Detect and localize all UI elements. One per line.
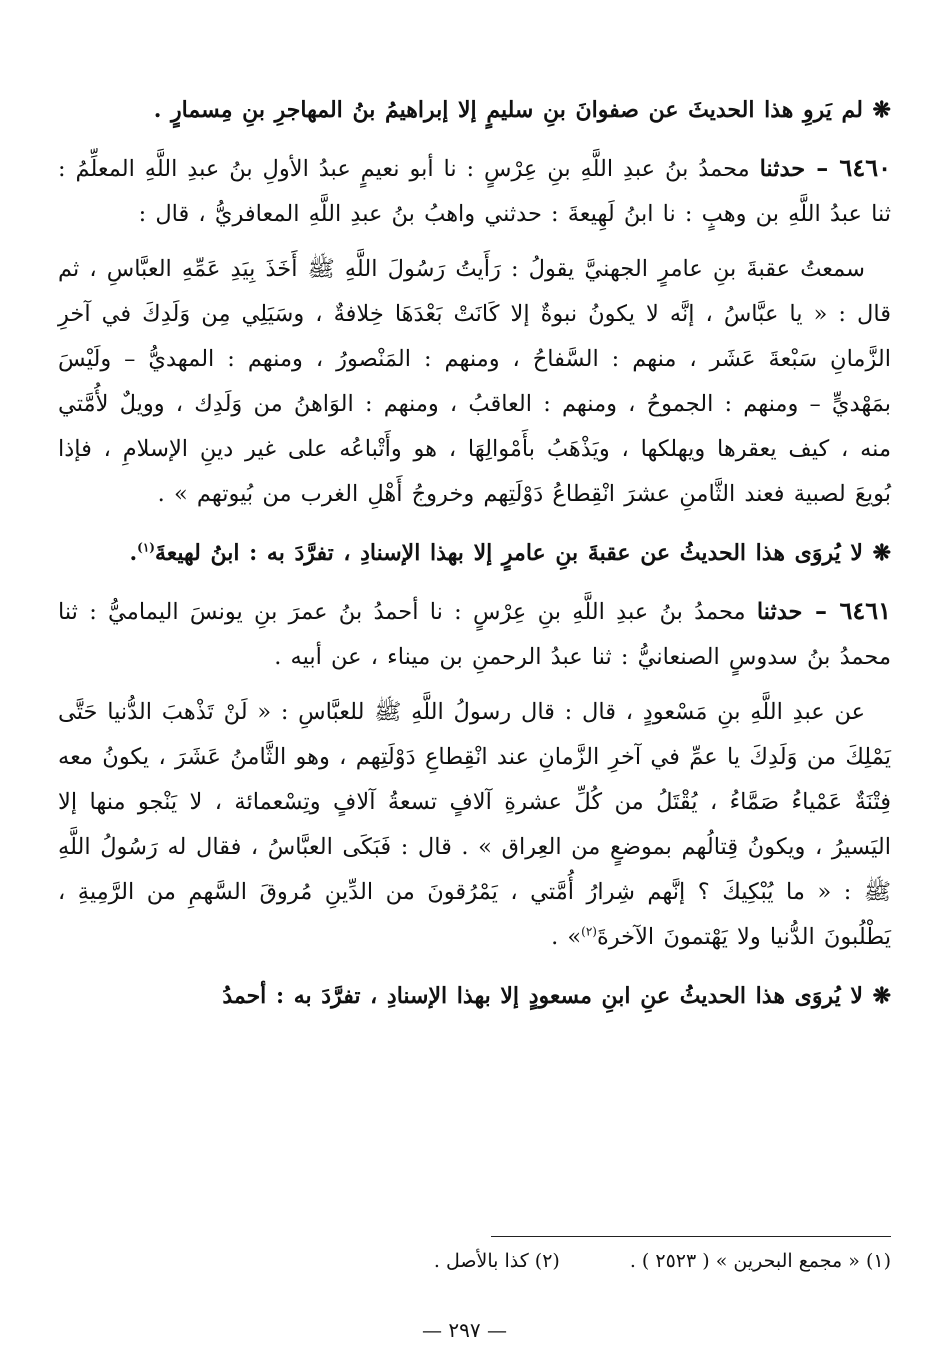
hadith-6461-matn-end: » .: [551, 924, 582, 950]
hadith-6460-dash: –: [805, 153, 840, 182]
footnote-2: (٢) كذا بالأصل .: [433, 1250, 560, 1272]
hadith-6461-isnad-text: محمدُ بنُ عبدِ اللَّهِ بنِ عِرْسٍ : نا أحمدُ بنُ عمرَ بنِ يونسَ اليماميُّ : ثنا محمدُ بنُ سدوسٍ الصنعانيُّ : ثنا عبدُ الرحمنِ بن ميناء ، عن أبيه .: [58, 599, 891, 670]
hadith-6460-isnad-text: محمدُ بنُ عبدِ اللَّهِ بنِ عِرْسٍ : نا أبو نعيمٍ عبدُ الأولِ بنُ عبدِ اللَّهِ المعلِّمُ : ثنا عبدُ اللَّهِ بن وهبٍ : نا ابنُ لَهِيعةَ : حدثني واهبُ بنُ عبدِ اللَّهِ المعافريُّ ، قال :: [58, 156, 891, 227]
footnotes: [434, 1250, 891, 1272]
hadith-6461-number: ٦٤٦١: [839, 596, 892, 625]
hadith-6460-matn-text: سمعتُ عقبةَ بنِ عامرٍ الجهنيَّ يقولُ : رَأَيتُ رَسُولَ اللَّهِ ﷺ أَخَذَ بِيَدِ عَمِّهِ العبَّاسِ ، ثم قال : « يا عبَّاسُ ، إنَّه لا يكونُ نبوةٌ إلا كَانَتْ بَعْدَهَا خِلافةٌ ، وسَيَلِي مِن وَلَدِكَ في آخرِ الزَّمانِ سَبْعةَ عَشَر ، منهم : السَّفاحُ ، ومنهم : المَنْصورُ ، ومنهم : المهديُّ – ولَيْسَ بمَهْديٍّ – ومنهم : الجموحُ ، ومنهم : العاقبُ ، ومنهم : الوَاهنُ من وَلَدِك ، وويلٌ لأُمَّتي منه ، كيف يعقرها ويهلكها ، ويَذْهَبُ بأَمْوالِهَا ، هو وأَتْباعُه على غير دينِ الإسلامِ ، فإذا بُويعَ لصبية فعند الثَّامنِ عشرَ انْقِطاعُ دَوْلَتِهم وخروجُ أَهْلِ الغرب من بُيوتهم » .: [58, 256, 891, 507]
note-2-text: ❋ لا يُروَى هذا الحديثُ عن عقبةَ بنِ عامرٍ إلا بهذا الإسنادِ ، تفرَّدَ به : ابنُ لهيعةَ: [154, 540, 891, 566]
page-body: [58, 88, 891, 1031]
hadith-6461-dash: –: [802, 596, 840, 625]
hadith-6460-number: ٦٤٦٠: [839, 153, 891, 182]
hadith-6461-matn: [58, 690, 891, 960]
note-3: [58, 974, 891, 1019]
hadith-6461-isnad: [58, 588, 891, 680]
hadith-6460-keyword: حدثنا: [759, 156, 806, 182]
hadith-6461-footnote-ref: (٢): [581, 924, 597, 939]
note-2-footnote-ref: (١): [137, 540, 155, 555]
footnote-1: (١) « مجمع البحرين » ( ٢٥٢٣ ) .: [629, 1250, 891, 1272]
hadith-6460-matn: [58, 247, 891, 517]
note-3-text: ❋ لا يُروَى هذا الحديثُ عنِ ابنِ مسعودٍ إلا بهذا الإسنادِ ، تفرَّدَ به : أحمدُ: [222, 983, 891, 1009]
footnote-divider: [491, 1236, 891, 1237]
hadith-6461-keyword: حدثنا: [756, 599, 803, 625]
note-2: ❋ لا يُروَى هذا الحديثُ عن عقبةَ بنِ عامرٍ إلا بهذا الإسنادِ ، تفرَّدَ به : ابنُ لهيعةَ$^{(١)}$.: [129, 540, 891, 566]
hadith-6461-matn-text: عن عبدِ اللَّهِ بنِ مَسْعودٍ ، قال : قال رسولُ اللَّهِ ﷺ للعبَّاسِ : « لَنْ تَذْهبَ الدُّنيا حَتَّى يَمْلِكَ من وَلَدِكَ يا عمِّ في آخرِ الزَّمانِ عند انْقِطاعِ دَوْلَتِهم ، وهو الثَّامنُ عَشَرَ ، يكونُ معه فِتْنَةٌ عَمْياءُ صَمَّاءُ ، يُقْتَلُ من كُلِّ عشرةِ آلافٍ تسعةُ آلافٍ وتِسْعمائة ، لا يَنْجو منها إلا اليَسيرُ ، ويكونُ قِتالُهم بموضعٍ من العِراق » . قال : فَبَكَى العبَّاسُ ، فقال له رَسُولُ اللَّهِ ﷺ : « ما يُبْكِيكَ ؟ إنَّهم شِرارُ أُمَّتي ، يَمْرُقونَ من الدِّينِ مُروقَ السَّهمِ من الرَّمِيةِ ، يَطْلُبونَ الدُّنيا ولا يَهْتمونَ الآخرةَ: [58, 699, 891, 950]
hadith-6460-isnad: [58, 145, 891, 237]
note-1-text: ❋ لم يَروِ هذا الحديثَ عن صفوانَ بنِ سليمٍ إلا إبراهيمُ بنُ المهاجرِ بنِ مِسمارٍ .: [153, 97, 891, 123]
page-number: — ٢٩٧ —: [422, 1318, 507, 1342]
note-1: [58, 88, 891, 133]
